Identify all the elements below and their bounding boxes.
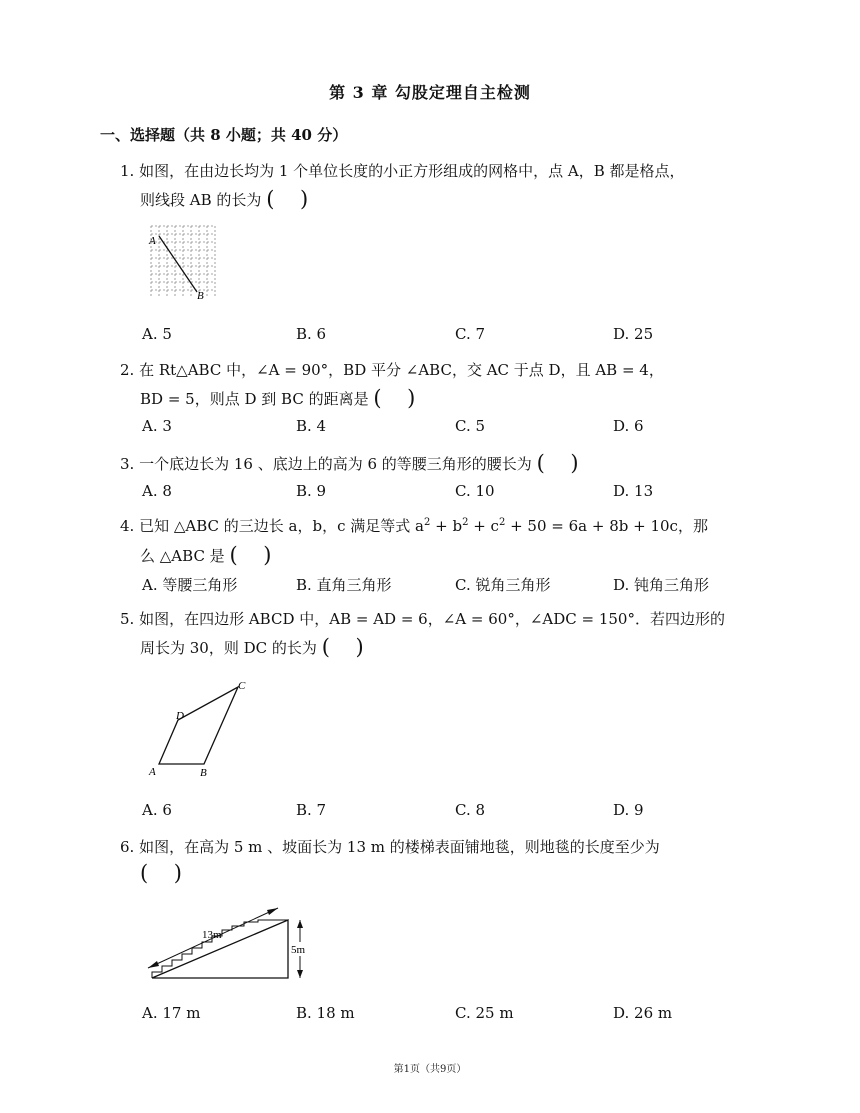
point-a-label: A (149, 235, 156, 247)
q4-text-a: 4. 已知 △ABC 的三边长 a，b，c 满足等式 a (120, 517, 424, 535)
arrow-head-right (267, 908, 278, 915)
question-3-text (120, 453, 579, 474)
vertex-c-label: C (238, 680, 246, 692)
q1-option-d[interactable]: D. 25 (613, 325, 654, 343)
q4-text-c: + c (468, 517, 499, 535)
arrow-head-left (148, 961, 159, 968)
q2-option-a[interactable]: A. 3 (142, 417, 172, 435)
q6-option-a[interactable]: A. 17 m (142, 1004, 201, 1022)
section-heading: 一、选择题（共 8 小题；共 40 分） (100, 126, 348, 144)
question-4-line2: 么 △ABC 是 (140, 547, 225, 565)
q3-option-b[interactable]: B. 9 (296, 482, 327, 500)
question-1-grid-figure (145, 222, 225, 302)
page-footer: 第1页（共9页） (393, 1064, 467, 1075)
slope-length-label: 13m (202, 929, 222, 941)
q6-option-d[interactable]: D. 26 m (613, 1004, 673, 1022)
question-4-text-cont (140, 545, 271, 566)
q2-option-b[interactable]: B. 4 (296, 417, 327, 435)
question-3-line1: 3. 一个底边长为 16 、底边上的高为 6 的等腰三角形的腰长为 (120, 455, 532, 473)
question-2-text-cont (140, 388, 415, 409)
q2-option-c[interactable]: C. 5 (455, 417, 486, 435)
question-4-text (120, 515, 708, 536)
q3-option-c[interactable]: C. 10 (455, 482, 495, 500)
question-1-line2: 则线段 AB 的长为 (140, 191, 262, 209)
q4-option-a[interactable]: A. 等腰三角形 (142, 576, 238, 594)
q4-sup-1: 2 (423, 517, 431, 528)
answer-bracket (373, 390, 415, 408)
quadrilateral-figure (140, 675, 260, 785)
q5-option-d[interactable]: D. 9 (613, 801, 644, 819)
q5-option-b[interactable]: B. 7 (296, 801, 327, 819)
vertex-d-label: D (176, 710, 184, 722)
staircase-figure (140, 898, 320, 988)
vertex-b-label: B (200, 767, 207, 779)
q6-option-b[interactable]: B. 18 m (296, 1004, 355, 1022)
q4-text-b: + b (430, 517, 463, 535)
q4-option-b[interactable]: B. 直角三角形 (296, 576, 392, 594)
page-title: 第 3 章 勾股定理自主检测 (329, 83, 531, 102)
height-arrow-top (297, 920, 303, 928)
q2-option-d[interactable]: D. 6 (613, 417, 644, 435)
question-2-line2: BD = 5，则点 D 到 BC 的距离是 (140, 390, 369, 408)
q5-option-c[interactable]: C. 8 (455, 801, 486, 819)
q1-option-b[interactable]: B. 6 (296, 325, 327, 343)
question-5-text-cont (140, 637, 364, 658)
question-2-text: 2. 在 Rt△ABC 中，∠A = 90°，BD 平分 ∠ABC，交 AC 于点 D，且 AB = 4， (120, 361, 664, 379)
q4-option-d[interactable]: D. 钝角三角形 (613, 576, 710, 594)
answer-bracket (537, 455, 579, 473)
q3-option-d[interactable]: D. 13 (613, 482, 654, 500)
vertex-a-label: A (149, 766, 156, 778)
q4-sup-3: 2 (498, 517, 506, 528)
q1-option-a[interactable]: A. 5 (142, 325, 172, 343)
answer-bracket (266, 191, 308, 209)
q4-text-d: + 50 = 6a + 8b + 10c，那 (505, 517, 708, 535)
question-1-text: 1. 如图，在由边长均为 1 个单位长度的小正方形组成的网格中，点 A，B 都是格点， (120, 162, 685, 180)
q1-option-c[interactable]: C. 7 (455, 325, 486, 343)
question-5-line2: 周长为 30，则 DC 的长为 (140, 639, 317, 657)
answer-bracket (140, 865, 182, 883)
q4-sup-2: 2 (462, 517, 469, 528)
quadrilateral-abcd (159, 687, 238, 764)
q5-option-a[interactable]: A. 6 (142, 801, 172, 819)
height-label: 5m (291, 944, 306, 956)
q4-option-c[interactable]: C. 锐角三角形 (455, 576, 551, 594)
answer-bracket (322, 639, 364, 657)
height-arrow-bottom (297, 970, 303, 978)
question-6-text: 6. 如图，在高为 5 m 、坡面长为 13 m 的楼梯表面铺地毯，则地毯的长度至少为 (120, 838, 660, 856)
q3-option-a[interactable]: A. 8 (142, 482, 172, 500)
answer-bracket (229, 547, 271, 565)
question-5-text: 5. 如图，在四边形 ABCD 中，AB = AD = 6，∠A = 60°，∠ADC = 150°．若四边形的 (120, 610, 725, 628)
q6-option-c[interactable]: C. 25 m (455, 1004, 514, 1022)
question-6-text-cont (140, 865, 182, 883)
question-1-text-cont (140, 189, 308, 210)
point-b-label: B (197, 290, 204, 302)
